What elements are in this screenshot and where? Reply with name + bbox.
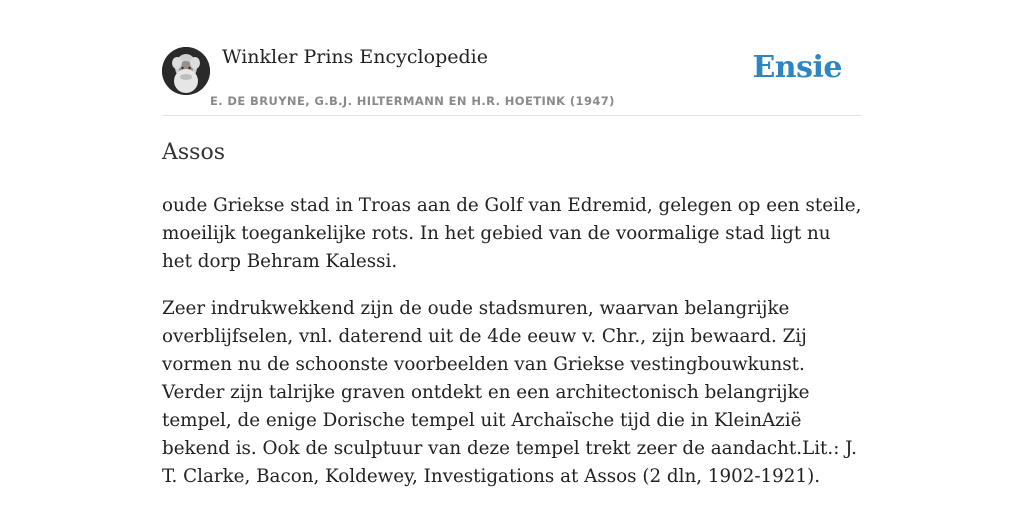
article-paragraph: Zeer indrukwekkend zijn de oude stadsmuren, waarvan belangrijke overblijfselen, vnl. daterend uit de 4de eeuw v. Chr., zijn bewaard. Zij vormen nu de schoonste voorbeelden van Griekse vestingbouwkunst. Verder zijn talrijke graven ontdekt en een architectonisch belangrijke tempel, de enige Dorische tempel uit Archaïsche tijd die in KleinAzië bekend is. Ook de sculptuur van deze tempel trekt zeer de aandacht.Lit.: J. T. Clarke, Bacon, Koldewey, Investigations at Assos (2 dln, 1902-1921). [162, 298, 857, 487]
source-header [162, 0, 862, 116]
article-body [162, 192, 866, 510]
article-title: Assos [162, 140, 226, 165]
bearded-man-portrait-icon [162, 47, 210, 95]
author-avatar-icon[interactable] [162, 47, 210, 95]
article-paragraph: oude Griekse stad in Troas aan de Golf van Edremid, gelegen op een steile, moeilijk toegankelijke rots. In het gebied van de voormalige stad ligt nu het dorp Behram Kalessi. [162, 195, 862, 272]
brand-logo[interactable]: Ensie [752, 50, 842, 85]
page-container [162, 0, 862, 487]
source-authors: E. DE BRUYNE, G.B.J. HILTERMANN EN H.R. HOETINK (1947) [210, 94, 615, 108]
source-title-link[interactable]: Winkler Prins Encyclopedie [222, 46, 488, 68]
